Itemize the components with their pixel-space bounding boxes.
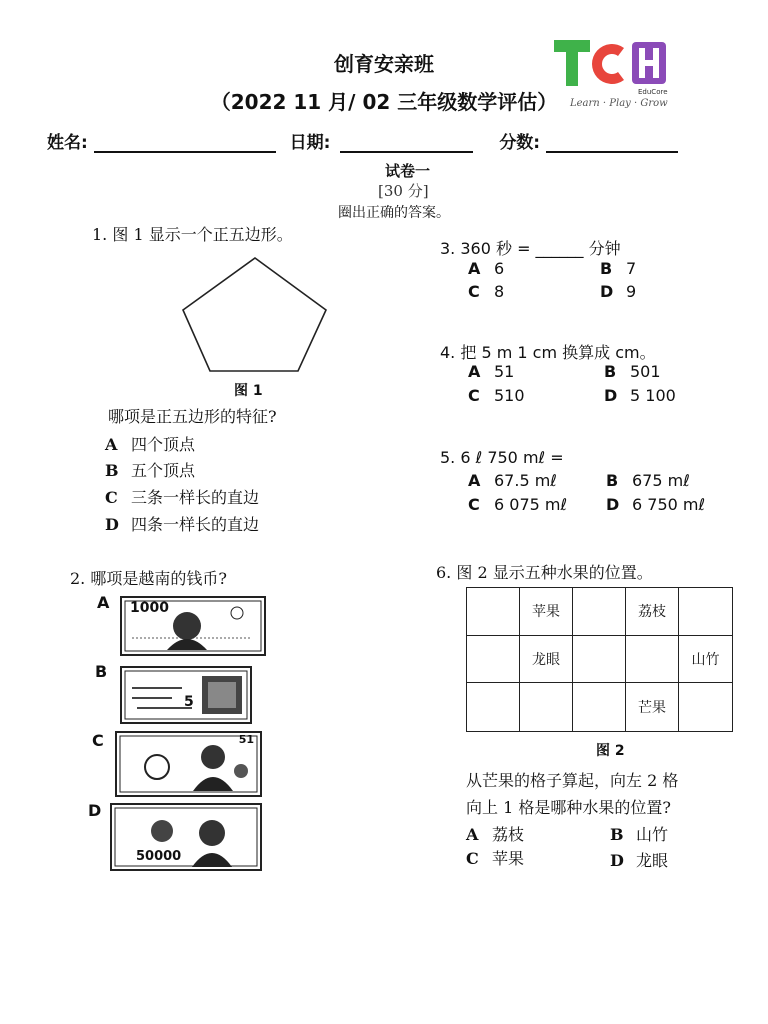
- paper-instruction: 圈出正确的答案。: [338, 205, 450, 221]
- option-text: 四个顶点: [131, 435, 196, 454]
- option-letter: B: [610, 825, 624, 844]
- q4-stem: 4. 把 5 m 1 cm 换算成 cm。: [440, 343, 656, 362]
- option-text: 龙眼: [636, 851, 669, 870]
- option-letter: A: [468, 259, 481, 278]
- banknote-d-value: 50000: [136, 849, 182, 864]
- q2-letter-b[interactable]: B: [95, 662, 108, 681]
- pentagon-figure: [180, 255, 328, 375]
- tch-logo-icon: [552, 38, 670, 88]
- q4-option-d[interactable]: [604, 386, 676, 405]
- banknote-a[interactable]: [120, 596, 266, 656]
- option-text: 荔枝: [492, 825, 525, 844]
- logo-small-text: EduCore: [638, 88, 668, 96]
- name-field[interactable]: [94, 133, 276, 153]
- q1-figure-label: 图 1: [234, 383, 263, 399]
- q5-option-d[interactable]: [606, 495, 705, 514]
- q2-letter-c[interactable]: C: [92, 731, 104, 750]
- option-text: 四条一样长的直边: [131, 515, 260, 534]
- banknote-b[interactable]: [120, 666, 252, 724]
- grid-cell: 苹果: [520, 588, 573, 636]
- q6-option-c[interactable]: [466, 846, 524, 869]
- fruit-position-grid: [466, 587, 733, 732]
- q3-option-b[interactable]: [600, 259, 636, 278]
- option-letter: B: [105, 461, 119, 480]
- option-letter: D: [604, 386, 618, 405]
- option-text: 苹果: [492, 849, 525, 868]
- banknote-c[interactable]: [115, 731, 262, 797]
- banknote-c-value: 51: [238, 733, 254, 746]
- option-text: 675 mℓ: [632, 471, 690, 490]
- q1-option-a[interactable]: [105, 432, 195, 455]
- grid-cell: [467, 636, 520, 684]
- option-text: 7: [626, 259, 637, 278]
- paper-title: 试卷一: [385, 162, 431, 180]
- name-label: 姓名:: [47, 133, 88, 153]
- q1-question: 哪项是正五边形的特征?: [108, 407, 277, 426]
- option-text: 山竹: [636, 825, 669, 844]
- banknote-a-value: 1000: [130, 600, 169, 616]
- option-text: 五个顶点: [131, 461, 196, 480]
- q6-figure-label: 图 2: [596, 743, 625, 759]
- q4-option-c[interactable]: [468, 386, 525, 405]
- grid-cell: [679, 683, 732, 731]
- q4-option-a[interactable]: [468, 362, 514, 381]
- q6-option-d[interactable]: [610, 848, 668, 871]
- grid-cell: [679, 588, 732, 636]
- q3-option-c[interactable]: [468, 282, 504, 301]
- grid-cell: 芒果: [626, 683, 679, 731]
- q6-option-b[interactable]: [610, 822, 668, 845]
- tch-logo: [552, 38, 672, 108]
- q2-stem: 2. 哪项是越南的钱币?: [70, 569, 227, 588]
- q3-option-d[interactable]: [600, 282, 636, 301]
- q3-stem: 3. 360 秒 = ______ 分钟: [440, 239, 621, 258]
- option-letter: C: [468, 386, 480, 405]
- option-letter: D: [610, 851, 624, 870]
- option-letter: B: [606, 471, 619, 490]
- option-letter: B: [604, 362, 617, 381]
- option-text: 5 100: [630, 386, 676, 405]
- q6-question-line2: 向上 1 格是哪种水果的位置?: [466, 798, 671, 817]
- option-letter: A: [105, 435, 118, 454]
- grid-cell: [573, 636, 626, 684]
- option-letter: B: [600, 259, 613, 278]
- logo-tagline: Learn · Play · Grow: [570, 98, 668, 109]
- q2-letter-a[interactable]: A: [97, 593, 110, 612]
- option-text: 6 075 mℓ: [494, 495, 568, 514]
- grid-cell: [626, 636, 679, 684]
- q1-stem: 1. 图 1 显示一个正五边形。: [92, 225, 293, 244]
- option-text: 501: [630, 362, 661, 381]
- option-text: 67.5 mℓ: [494, 471, 557, 490]
- grid-cell: [467, 683, 520, 731]
- q6-question-line1: 从芒果的格子算起，向左 2 格: [466, 771, 679, 790]
- option-letter: D: [600, 282, 614, 301]
- assessment-subtitle: （2022 11 月/ 02 三年级数学评估）: [210, 90, 558, 114]
- q1-option-c[interactable]: [105, 485, 259, 508]
- grid-cell: 龙眼: [520, 636, 573, 684]
- option-text: 9: [626, 282, 637, 301]
- option-text: 6: [494, 259, 505, 278]
- grid-cell: 山竹: [679, 636, 732, 684]
- option-letter: D: [105, 515, 119, 534]
- school-title: 创育安亲班: [334, 52, 434, 76]
- score-label: 分数:: [499, 133, 541, 153]
- option-letter: A: [468, 362, 481, 381]
- q5-stem: 5. 6 ℓ 750 mℓ =: [440, 448, 564, 467]
- option-text: 51: [494, 362, 515, 381]
- option-text: 6 750 mℓ: [632, 495, 706, 514]
- option-letter: C: [468, 495, 480, 514]
- option-letter: A: [466, 825, 479, 844]
- q1-option-b[interactable]: [105, 458, 195, 481]
- option-letter: C: [466, 849, 479, 868]
- q6-stem: 6. 图 2 显示五种水果的位置。: [436, 563, 653, 582]
- date-label: 日期:: [289, 133, 331, 153]
- grid-cell: [573, 588, 626, 636]
- q5-option-c[interactable]: [468, 495, 567, 514]
- grid-cell: [467, 588, 520, 636]
- option-text: 510: [494, 386, 525, 405]
- option-letter: A: [468, 471, 481, 490]
- grid-cell: [573, 683, 626, 731]
- option-letter: D: [606, 495, 620, 514]
- q5-option-b[interactable]: [606, 471, 690, 490]
- date-field[interactable]: [340, 133, 473, 153]
- banknote-b-value: 5: [184, 694, 194, 710]
- option-text: 8: [494, 282, 505, 301]
- student-info-row: [47, 128, 678, 153]
- score-field[interactable]: [546, 133, 678, 153]
- q3-option-a[interactable]: [468, 259, 504, 278]
- grid-cell: 荔枝: [626, 588, 679, 636]
- q4-option-b[interactable]: [604, 362, 661, 381]
- option-letter: C: [105, 488, 118, 507]
- paper-marks: [30 分]: [378, 182, 429, 200]
- banknote-d-image: [112, 805, 260, 869]
- q1-option-d[interactable]: [105, 512, 259, 535]
- option-text: 三条一样长的直边: [131, 488, 260, 507]
- q6-option-a[interactable]: [466, 822, 524, 845]
- grid-cell: [520, 683, 573, 731]
- banknote-d[interactable]: [110, 803, 262, 871]
- q5-option-a[interactable]: [468, 471, 557, 490]
- option-letter: C: [468, 282, 480, 301]
- q2-letter-d[interactable]: D: [88, 801, 102, 820]
